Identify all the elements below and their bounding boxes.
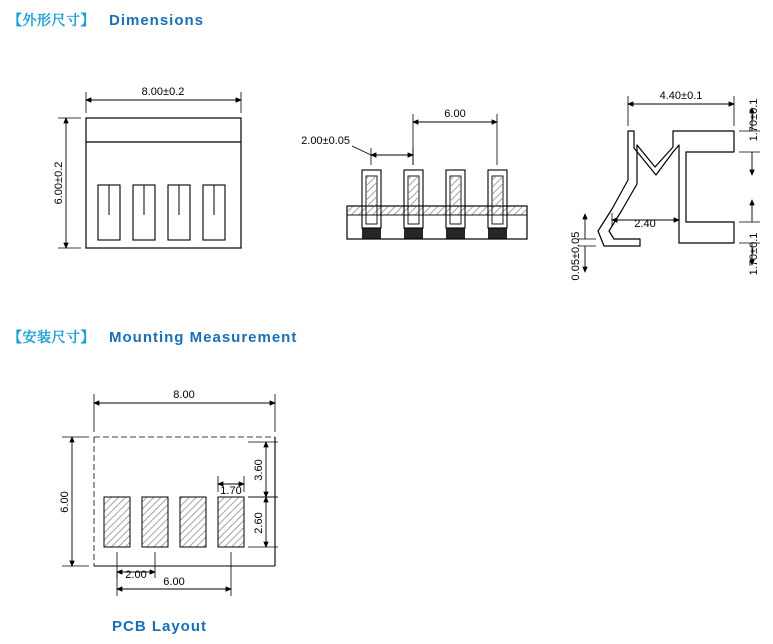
top-span-label: 6.00 [444,108,466,120]
pcb-pad-height-label: 2.60 [253,512,265,534]
pcb-overall-width-label: 8.00 [173,389,195,401]
top-view [301,108,527,239]
front-height-label: 6.00±0.2 [53,161,65,205]
section-title-dimensions-cn: 【外形尺寸】 [8,13,95,29]
section-title-mounting-cn: 【安装尺寸】 [8,330,95,346]
section-title-mounting [8,327,297,347]
side-foot-label: 0.05±0.05 [570,231,582,281]
pcb-pad-width-label: 1.70 [220,485,242,497]
section-title-dimensions [8,10,204,30]
pcb-pad-pitch-label: 2.00 [125,569,147,581]
side-inner-label: 2.40 [634,218,656,230]
side-view [570,90,760,280]
front-width-label: 8.00±0.2 [141,86,185,98]
section-title-mounting-en: Mounting Measurement [109,329,298,346]
side-bottom-label: 1.70±0.1 [748,232,760,276]
top-pitch-label: 2.00±0.05 [301,135,350,147]
section-title-dimensions-en: Dimensions [109,12,205,29]
pcb-pad-span-label: 6.00 [163,576,185,588]
pcb-layout-view [59,389,278,596]
pcb-overall-height-label: 6.00 [59,491,71,513]
pcb-offset-height-label: 3.60 [253,459,265,481]
side-top-label: 1.70±0.1 [748,98,760,142]
front-view [53,86,241,248]
side-width-label: 4.40±0.1 [659,90,703,102]
pcb-layout-caption: PCB Layout [112,618,208,635]
